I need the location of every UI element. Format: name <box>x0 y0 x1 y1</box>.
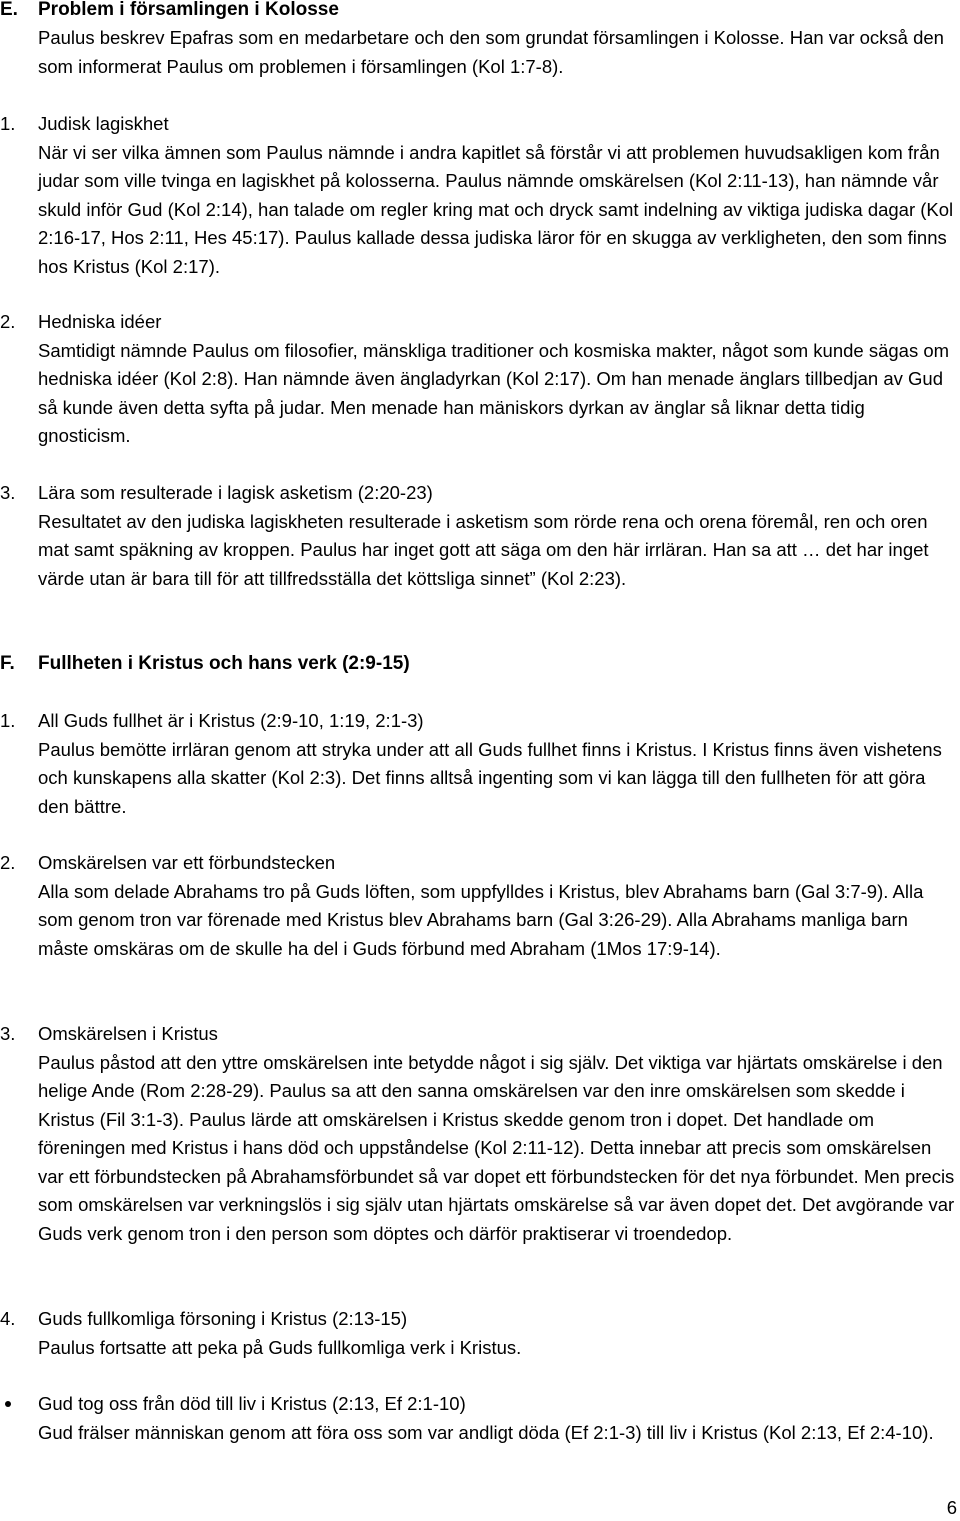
section-e-intro: Paulus beskrev Epafras som en medarbetare och den som grundat församlingen i Kolosse. Han var också den som informerat Paulus om problemen i församlingen (Kol 1:7-8). <box>38 27 944 77</box>
item-heading: Hedniska idéer <box>38 311 162 332</box>
section-f-letter: F. <box>0 653 15 674</box>
item-heading: Gud tog oss från död till liv i Kristus (2:13, Ef 2:1-10) <box>38 1393 466 1414</box>
item-text: Paulus påstod att den yttre omskärelsen inte betydde något i sig själv. Det viktiga var hjärtats omskärelse i den helige Ande (Rom 2:28-29). Paulus sa att den sanna omskärelsen var den inre omskärelsen som skedde i Kristus (Fil 3:1-3). Paulus lärde att omskärelsen i Kristus skedde genom tron i dopet. Det handlade om föreningen med Kristus i hans död och uppståndelse (Kol 2:11-12). Detta innebar att precis som omskärelsen var ett förbundstecken på Abrahamsförbundet så var dopet ett förbundstecken för det nya förbundet. Men precis som omskärelsen var verkningslös i sig själv utan hjärtats omskärelse så var även dopet det. Det avgörande var Guds verk genom tron i den person som döptes och därför praktiserar vi troendedop. <box>38 1051 955 1244</box>
page-number: 6 <box>946 1497 957 1518</box>
item-number: 1. <box>0 113 16 134</box>
item-text: När vi ser vilka ämnen som Paulus nämnde i andra kapitlet så förstår vi att problemen huvudsakligen kom från judar som ville tvinga en lagiskhet på kolosserna. Paulus nämnde omskärelsen (Kol 2:11-13), han nämnde vår skuld inför Gud (Kol 2:14), han talade om regler kring mat och dryck samt indelning av viktiga judiska dagar (Kol 2:16-17, Hos 2:11, Hes 45:17). Paulus kallade dessa judiska läror för en skugga av verkligheten, den som finns hos Kristus (Kol 2:17). <box>38 141 954 277</box>
bullet-icon <box>5 1401 11 1407</box>
section-e-title: Problem i församlingen i Kolosse <box>38 0 339 20</box>
item-number: 3. <box>0 482 16 503</box>
item-text: Samtidigt nämnde Paulus om filosofier, mänskliga traditioner och kosmiska makter, något som kunde sägas om hedniska idéer (Kol 2:8). Han nämnde även ängladyrkan (Kol 2:17). Om han menade änglars tillbedjan av Gud så kunde även detta syfta på judar. Men menade han mäniskors dyrkan av änglar så liknar detta tidig gnosticism. <box>38 339 950 446</box>
item-text: Resultatet av den judiska lagiskheten resulterade i asketism som rörde rena och orena föremål, ren och oren mat samt späkning av kroppen. Paulus har inget gott att säga om den här irrläran. Han sa att … det har inget värde utan är bara till för att tillfredsställa det köttsliga sinnet” (Kol 2:23). <box>38 510 929 589</box>
item-number: 2. <box>0 852 16 873</box>
item-heading: All Guds fullhet är i Kristus (2:9-10, 1:19, 2:1-3) <box>38 710 424 731</box>
item-number: 1. <box>0 710 16 731</box>
item-heading: Lära som resulterade i lagisk asketism (2:20-23) <box>38 482 433 503</box>
item-text: Paulus bemötte irrläran genom att stryka under att all Guds fullhet finns i Kristus. I Kristus finns även vishetens och kunskapens alla skatter (Kol 2:3). Det finns alltså ingenting som vi kan lägga till den fullheten för att göra den bättre. <box>38 738 942 817</box>
section-e-letter: E. <box>0 0 18 20</box>
item-number: 2. <box>0 311 16 332</box>
section-f-title: Fullheten i Kristus och hans verk (2:9-15) <box>38 653 410 674</box>
item-heading: Guds fullkomliga försoning i Kristus (2:13-15) <box>38 1308 408 1329</box>
item-number: 3. <box>0 1023 16 1044</box>
item-text: Gud frälser människan genom att föra oss som var andligt döda (Ef 2:1-3) till liv i Kristus (Kol 2:13, Ef 2:4-10). <box>38 1421 934 1443</box>
item-text: Paulus fortsatte att peka på Guds fullkomliga verk i Kristus. <box>38 1336 522 1358</box>
item-heading: Omskärelsen i Kristus <box>38 1023 218 1044</box>
item-heading: Omskärelsen var ett förbundstecken <box>38 852 336 873</box>
item-text: Alla som delade Abrahams tro på Guds löften, som uppfylldes i Kristus, blev Abrahams barn (Gal 3:7-9). Alla som genom tron var förenade med Kristus blev Abrahams barn (Gal 3:26-29). Alla Abrahams manliga barn måste omskäras om de skulle ha del i Guds förbund med Abraham (1Mos 17:9-14). <box>38 880 924 959</box>
item-number: 4. <box>0 1308 16 1329</box>
item-heading: Judisk lagiskhet <box>38 113 169 134</box>
